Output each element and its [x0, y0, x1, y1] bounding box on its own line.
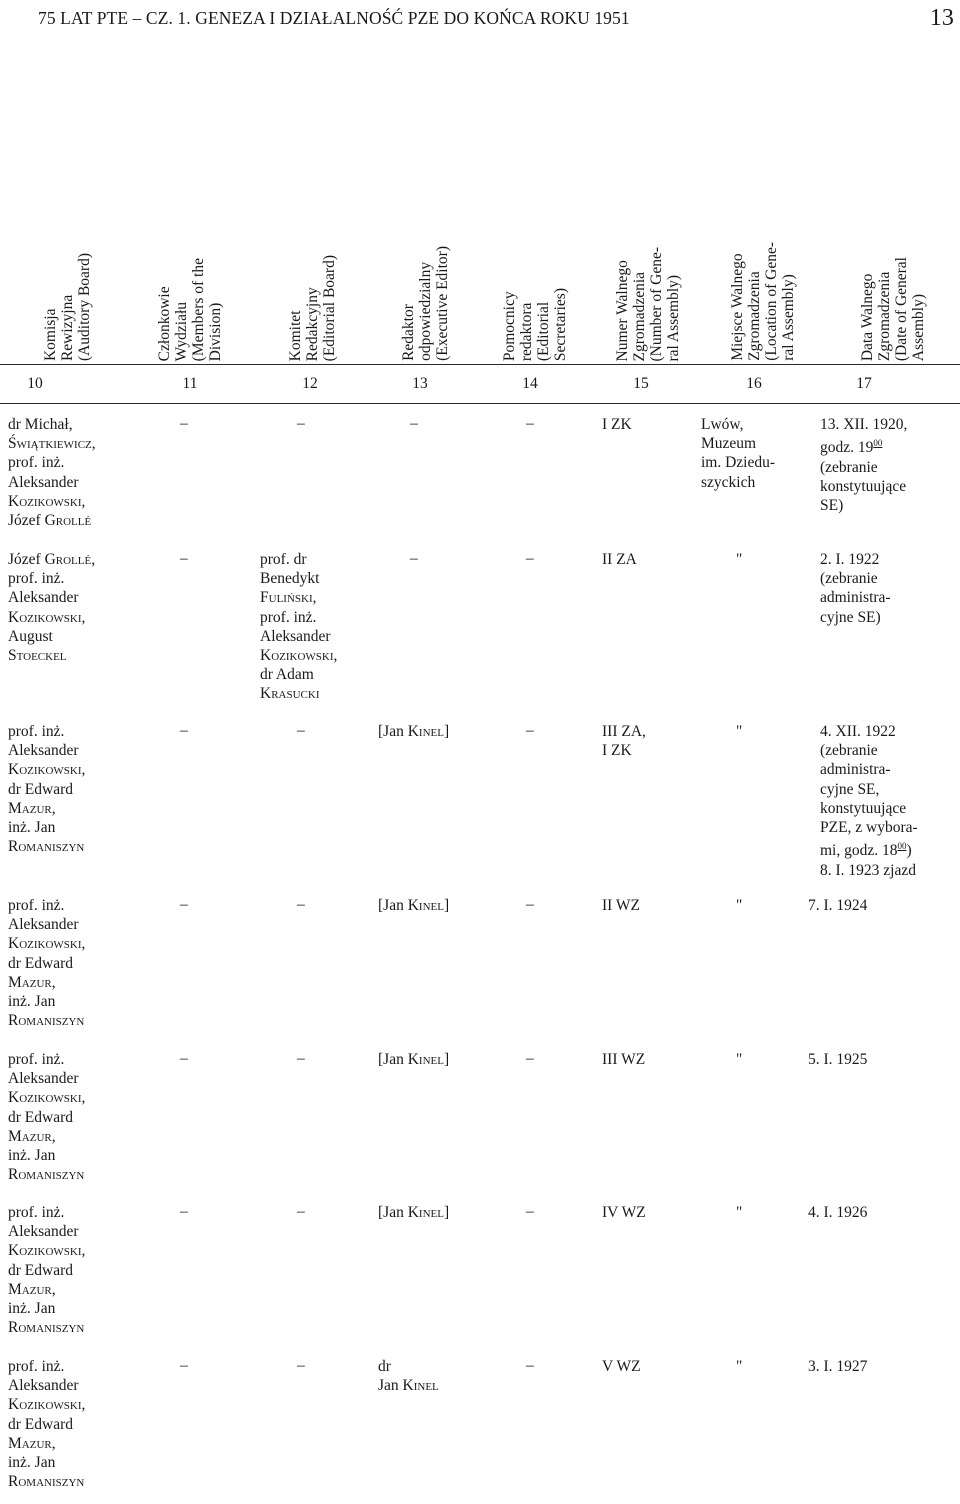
page-number: 13 — [929, 5, 954, 31]
empty-dash: – — [180, 1357, 188, 1374]
table-cell-location: " — [736, 1204, 743, 1221]
empty-dash: – — [180, 1203, 188, 1220]
column-heading-editorial-board: Komitet Redakcyjny (Editorial Board) — [287, 254, 338, 361]
empty-dash: – — [526, 722, 534, 739]
table-cell-date: 3. I. 1927 — [808, 1358, 868, 1375]
empty-dash: – — [297, 896, 305, 913]
table-cell-location: " — [736, 723, 743, 740]
column-number: 15 — [633, 375, 649, 392]
empty-dash: – — [297, 722, 305, 739]
table-cell-assembly-number: II ZA — [602, 551, 637, 568]
table-cell-auditory: prof. inż. Aleksander Kozikowski, dr Edward Mazur, inż. Jan Romaniszyn — [8, 723, 86, 856]
table-cell-date: 13. XII. 1920, godz. $19^{00}$ (zebranie konstytuujące SE) — [820, 416, 908, 514]
table-cell-location: Lwów, Muzeum im. Dziedu- szyckich — [701, 416, 776, 491]
table-cell-executive-editor: [Jan Kinel] — [378, 897, 450, 914]
empty-dash: – — [526, 1203, 534, 1220]
table-cell-date: 2. I. 1922 (zebranie administra- cyjne SE) — [820, 551, 891, 626]
table-cell-date: 7. I. 1924 — [808, 897, 868, 914]
column-number: 13 — [412, 375, 428, 392]
column-heading-assembly-number: Numer Walnego Zgromadzenia (Number of Gene- ral Assembly) — [613, 246, 682, 361]
table-cell-executive-editor: [Jan Kinel] — [378, 1204, 450, 1221]
table-cell-auditory: prof. inż. Aleksander Kozikowski, dr Edward Mazur, inż. Jan Romaniszyn — [8, 1358, 86, 1491]
empty-dash: – — [297, 415, 305, 432]
table-cell-assembly-number: IV WZ — [602, 1204, 646, 1221]
table-cell-auditory: prof. inż. Aleksander Kozikowski, dr Edward Mazur, inż. Jan Romaniszyn — [8, 897, 86, 1030]
table-cell-location: " — [736, 551, 743, 568]
column-number: 17 — [856, 375, 872, 392]
empty-dash: – — [410, 415, 418, 432]
empty-dash: – — [526, 415, 534, 432]
table-cell-executive-editor: [Jan Kinel] — [378, 723, 450, 740]
column-heading-assembly-location: Miejsce Walnego Zgromadzenia (Location of Gene- ral Assembly) — [728, 242, 797, 361]
table-cell-date: 4. I. 1926 — [808, 1204, 868, 1221]
table-cell-executive-editor: dr Jan Kinel — [378, 1358, 439, 1395]
running-head-title: 75 LAT PTE – CZ. 1. GENEZA I DZIAŁALNOŚĆ PZE DO KOŃCA ROKU 1951 — [38, 8, 630, 28]
column-heading-members-of-division: Członkowie Wydziału (Members of the Division) — [156, 257, 224, 361]
column-number: 10 — [27, 375, 43, 392]
column-number-rule — [0, 403, 960, 404]
table-cell-auditory: Józef Grollé, prof. inż. Aleksander Kozikowski, August Stoeckel — [8, 551, 96, 665]
empty-dash: – — [180, 1050, 188, 1067]
empty-dash: – — [297, 1357, 305, 1374]
empty-dash: – — [180, 722, 188, 739]
header-rule — [0, 364, 960, 365]
empty-dash: – — [297, 1050, 305, 1067]
empty-dash: – — [526, 896, 534, 913]
table-cell-location: " — [736, 1051, 743, 1068]
empty-dash: – — [180, 896, 188, 913]
table-cell-editorial-board: prof. dr Benedykt Fuliński, prof. inż. Aleksander Kozikowski, dr Adam Krasucki — [260, 551, 338, 703]
empty-dash: – — [297, 1203, 305, 1220]
empty-dash: – — [180, 550, 188, 567]
table-cell-location: " — [736, 897, 743, 914]
empty-dash: – — [526, 550, 534, 567]
column-heading-executive-editor: Redaktor odpowiedzialny (Executive Editor) — [399, 246, 451, 361]
empty-dash: – — [410, 550, 418, 567]
column-number: 11 — [182, 375, 198, 392]
column-number: 12 — [302, 375, 318, 392]
column-heading-auditory-board: Komisja Rewizyjna (Auditory Board) — [41, 252, 93, 361]
table-cell-assembly-number: III WZ — [602, 1051, 646, 1068]
column-number: 16 — [746, 375, 762, 392]
table-cell-location: " — [736, 1358, 743, 1375]
column-number: 14 — [522, 375, 538, 392]
column-heading-editorial-secretaries: Pomocnicy redaktora (Editorial Secretaries) — [501, 287, 569, 361]
table-cell-executive-editor: [Jan Kinel] — [378, 1051, 450, 1068]
table-cell-assembly-number: V WZ — [602, 1358, 641, 1375]
table-cell-assembly-number: III ZA, I ZK — [602, 723, 646, 760]
table-cell-assembly-number: I ZK — [602, 416, 632, 433]
table-cell-date: 5. I. 1925 — [808, 1051, 868, 1068]
empty-dash: – — [526, 1357, 534, 1374]
column-heading-assembly-date: Data Walnego Zgromadzenia (Date of General Assembly) — [858, 256, 927, 361]
running-head — [38, 6, 954, 34]
table-cell-auditory: prof. inż. Aleksander Kozikowski, dr Edward Mazur, inż. Jan Romaniszyn — [8, 1204, 86, 1337]
empty-dash: – — [180, 415, 188, 432]
empty-dash: – — [526, 1050, 534, 1067]
table-cell-date: 4. XII. 1922 (zebranie administra- cyjne SE, konstytuujące PZE, z wybora- mi, godz. $18^{00}$) 8. I. 1923 zjazd — [820, 723, 918, 879]
table-cell-auditory: prof. inż. Aleksander Kozikowski, dr Edward Mazur, inż. Jan Romaniszyn — [8, 1051, 86, 1184]
table-cell-assembly-number: II WZ — [602, 897, 641, 914]
table-cell-auditory: dr Michał, Świątkiewicz, prof. inż. Aleksander Kozikowski, Józef Grollé — [8, 416, 96, 530]
